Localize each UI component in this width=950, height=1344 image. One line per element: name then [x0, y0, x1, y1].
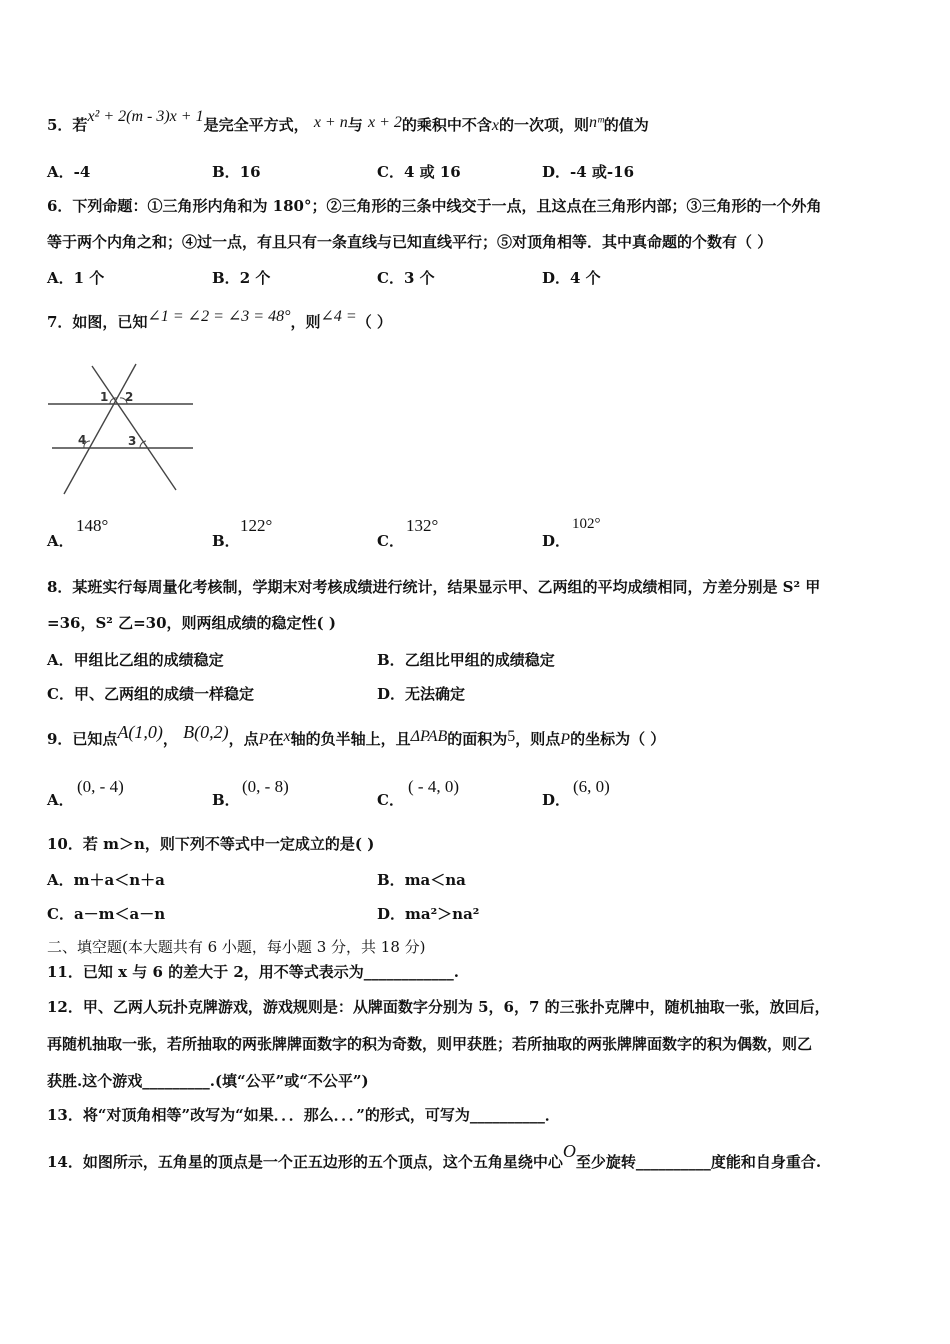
- q12-line2: 再随机抽取一张，若所抽取的两张牌牌面数字的积为奇数，则甲获胜；若所抽取的两张牌牌面数字的积为偶数，则乙: [47, 1035, 813, 1053]
- q8-line2: =36，S² 乙=30，则两组成绩的稳定性( ): [47, 614, 336, 632]
- q5-expr4: nᵐ: [589, 114, 604, 131]
- q9-option-b-value: (0, - 8): [242, 777, 289, 796]
- option-label: B．: [212, 269, 240, 287]
- q7-text2: （ ）: [356, 313, 392, 331]
- q7-number: 7．如图，已知: [47, 313, 148, 331]
- q5-option-b[interactable]: [212, 161, 261, 182]
- q9-number: 9．已知点: [47, 730, 118, 748]
- option-label: B．: [212, 532, 240, 550]
- q7-text1: ，则: [290, 313, 321, 331]
- option-text: 甲、乙两组的成绩一样稳定: [73, 685, 254, 703]
- q10-stem: 10．若 m＞n，则下列不等式中一定成立的是( ): [47, 835, 375, 853]
- q6-line2: 等于两个内角之和；④过一点，有且只有一条直线与已知直线平行；⑤对顶角相等．其中真命题的个数有（ ）: [47, 233, 773, 251]
- option-text: -4 或-16: [570, 163, 635, 181]
- q5-option-d[interactable]: [542, 161, 634, 182]
- q7-stem: [47, 308, 392, 332]
- q9-triangle: ΔPAB: [410, 728, 448, 745]
- option-text: 乙组比甲组的成绩稳定: [404, 651, 555, 669]
- q9-option-a-value: (0, - 4): [77, 777, 124, 796]
- angle-label-2: 2: [125, 390, 134, 404]
- q5-number: 5．若: [47, 116, 88, 134]
- option-text: ma＜na: [404, 871, 466, 889]
- q6-option-d[interactable]: [542, 267, 601, 288]
- q9-var-x: x: [283, 728, 291, 745]
- q7-option-c-value: 132°: [406, 516, 439, 535]
- option-text: 无法确定: [405, 685, 466, 703]
- q9-text1: ，点: [228, 730, 259, 748]
- q9-text5: ，则点: [515, 730, 561, 748]
- q5-option-c[interactable]: [377, 161, 461, 182]
- q12-line1: 12．甲、乙两人玩扑克牌游戏，游戏规则是：从牌面数字分别为 5，6，7 的三张扑克牌中，随机抽取一张，放回后，: [47, 998, 830, 1016]
- q5-expr3: x + 2: [367, 114, 402, 131]
- option-text: 2 个: [239, 269, 271, 287]
- option-label: A．: [47, 791, 74, 809]
- q9-option-d-value: (6, 0): [573, 777, 610, 796]
- q7-option-d-value: 102°: [572, 516, 601, 532]
- q6-option-c[interactable]: [377, 267, 435, 288]
- q9-text4: 的面积为: [447, 730, 508, 748]
- q8-option-c[interactable]: [47, 683, 254, 704]
- q14-text1: 14．如图所示，五角星的顶点是一个正五边形的五个顶点，这个五角星绕中心: [47, 1153, 563, 1171]
- transversal-left: [64, 364, 136, 494]
- angle-label-3: 3: [128, 434, 137, 448]
- angle-label-1: 1: [100, 390, 109, 404]
- q5-expr1: x² + 2(m - 3)x + 1: [87, 108, 204, 125]
- option-label: B．: [212, 163, 240, 181]
- q9-option-b[interactable]: [212, 789, 240, 810]
- q9-text2: 在: [268, 730, 284, 748]
- q5-text3: 的乘积中不含: [401, 116, 492, 134]
- q7-angle4-expr: ∠4 =: [320, 308, 357, 325]
- option-label: A．: [47, 871, 74, 889]
- q14-stem: [47, 1141, 822, 1171]
- option-label: B．: [212, 791, 240, 809]
- q7-option-d[interactable]: [542, 530, 570, 551]
- q9-area-value: 5: [507, 728, 516, 745]
- option-label: B．: [377, 871, 405, 889]
- q7-option-a[interactable]: [47, 530, 74, 551]
- q10-option-c[interactable]: [47, 903, 165, 924]
- option-label: A．: [47, 163, 74, 181]
- q6-line1: 6．下列命题：①三角形内角和为 180°；②三角形的三条中线交于一点，且这点在三角形内部；③三角形的一个外角: [47, 197, 822, 215]
- option-label: C．: [47, 905, 74, 923]
- option-label: C．: [377, 532, 404, 550]
- q7-figure: [44, 360, 199, 500]
- option-text: -4: [73, 163, 91, 181]
- option-label: D．: [542, 791, 571, 809]
- q8-option-a[interactable]: [47, 649, 224, 670]
- option-text: 4 个: [570, 269, 601, 287]
- option-text: 甲组比乙组的成绩稳定: [73, 651, 224, 669]
- option-label: A．: [47, 269, 74, 287]
- q7-option-b[interactable]: [212, 530, 240, 551]
- option-label: B．: [377, 651, 405, 669]
- q9-option-c[interactable]: [377, 789, 404, 810]
- q9-comma: ，: [162, 730, 178, 748]
- q10-option-d[interactable]: [377, 903, 479, 924]
- q5-text5: 的值为: [603, 116, 649, 134]
- q9-point-p: P: [258, 731, 269, 748]
- q11-stem: 11．已知 x 与 6 的差大于 2，用不等式表示为____________.: [47, 963, 460, 981]
- transversal-right: [92, 366, 176, 490]
- q5-text1: 是完全平方式，: [203, 116, 309, 134]
- q5-text2: 与: [347, 116, 363, 134]
- q14-center-o: O: [562, 1141, 576, 1161]
- q9-text6: 的坐标为（ ）: [570, 730, 666, 748]
- option-label: C．: [47, 685, 74, 703]
- q10-option-a[interactable]: [47, 869, 165, 890]
- q6-option-b[interactable]: [212, 267, 270, 288]
- q5-expr2: x + n: [313, 114, 348, 131]
- option-text: 16: [239, 163, 261, 181]
- option-text: a－m＜a－n: [73, 905, 166, 923]
- section-heading: 二、填空题(本大题共有 6 小题，每小题 3 分，共 18 分): [47, 938, 426, 956]
- q10-option-b[interactable]: [377, 869, 466, 890]
- option-label: D．: [377, 905, 406, 923]
- option-label: C．: [377, 163, 404, 181]
- q5-stem: [47, 108, 649, 135]
- q5-option-a[interactable]: [47, 161, 90, 182]
- q9-point-a: A(1,0): [117, 722, 163, 742]
- option-text: 4 或 16: [403, 163, 461, 181]
- angle-label-4: 4: [78, 433, 87, 447]
- q9-option-c-value: ( - 4, 0): [408, 777, 459, 796]
- option-label: D．: [542, 532, 571, 550]
- q7-option-b-value: 122°: [240, 516, 273, 535]
- q7-option-a-value: 148°: [76, 516, 109, 535]
- q5-text4: 的一次项，则: [499, 116, 590, 134]
- q8-option-b[interactable]: [377, 649, 555, 670]
- option-label: A．: [47, 651, 74, 669]
- q7-option-c[interactable]: [377, 530, 404, 551]
- q9-option-d[interactable]: [542, 789, 570, 810]
- option-label: D．: [542, 269, 571, 287]
- q14-text2: 至少旋转__________度能和自身重合.: [575, 1153, 822, 1171]
- option-label: D．: [542, 163, 571, 181]
- option-text: m＋a＜n＋a: [73, 871, 165, 889]
- q9-text3: 轴的负半轴上，且: [290, 730, 411, 748]
- q8-line1: 8．某班实行每周量化考核制，学期末对考核成绩进行统计，结果显示甲、乙两组的平均成绩相同，方差分别是 S² 甲: [47, 578, 821, 596]
- q9-point-b: B(0,2): [183, 722, 229, 742]
- option-text: 1 个: [73, 269, 105, 287]
- option-label: D．: [377, 685, 406, 703]
- q9-point-p2: P: [560, 731, 571, 748]
- option-text: 3 个: [403, 269, 435, 287]
- option-label: C．: [377, 269, 404, 287]
- q6-option-a[interactable]: [47, 267, 104, 288]
- q9-stem: [47, 722, 666, 749]
- q13-stem: 13．将“对顶角相等”改写为“如果．．．那么．．．”的形式，可写为__________．: [47, 1106, 560, 1124]
- q12-line3: 获胜.这个游戏_________.(填“公平”或“不公平”): [47, 1072, 369, 1090]
- q8-option-d[interactable]: [377, 683, 465, 704]
- option-label: A．: [47, 532, 74, 550]
- option-text: ma²＞na²: [405, 905, 480, 923]
- option-label: C．: [377, 791, 404, 809]
- q7-angle-expr: ∠1 = ∠2 = ∠3 = 48°: [147, 308, 291, 325]
- q5-var-x: x: [491, 117, 500, 134]
- q9-option-a[interactable]: [47, 789, 74, 810]
